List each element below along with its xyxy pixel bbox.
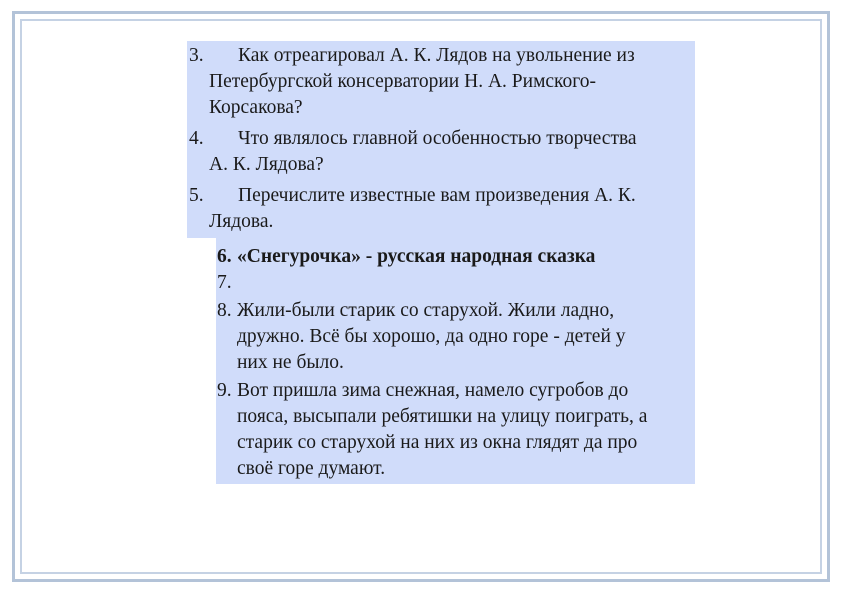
question-item-5 [189,183,636,235]
question-number: 4. [189,128,204,149]
story-line: них не было. [237,352,344,373]
question-item-3 [189,43,635,121]
story-line: Вот пришла зима снежная, намело сугробов до [237,380,629,401]
question-line: Лядова. [209,211,274,232]
question-item-4 [189,126,637,178]
story-title: «Снегурочка» - русская народная сказка [237,246,596,267]
story-number: 8. [217,300,232,321]
story-item-6-title [217,244,595,270]
question-line: А. К. Лядова? [209,154,324,175]
question-line: Что являлось главной особенностью творчества [238,128,637,149]
story-item-9 [217,378,647,482]
story-number: 9. [217,380,232,401]
story-line: старик со старухой на них из окна глядят да про [237,432,638,453]
question-line: Перечислите известные вам произведения А. К. [238,185,636,206]
story-item-8 [217,298,626,376]
story-line: дружно. Всё бы хорошо, да одно горе - детей у [237,326,626,347]
story-number: 6. [217,246,232,267]
story-line: своё горе думают. [237,458,386,479]
story-line: пояса, высыпали ребятишки на улицу поиграть, а [237,406,648,427]
question-number: 3. [189,45,204,66]
question-number: 5. [189,185,204,206]
story-line: Жили-были старик со старухой. Жили ладно, [237,300,615,321]
story-number: 7. [217,272,232,293]
question-line: Корсакова? [209,97,303,118]
question-line: Как отреагировал А. К. Лядов на увольнение из [238,45,635,66]
question-line: Петербургской консерватории Н. А. Римского- [209,71,597,92]
